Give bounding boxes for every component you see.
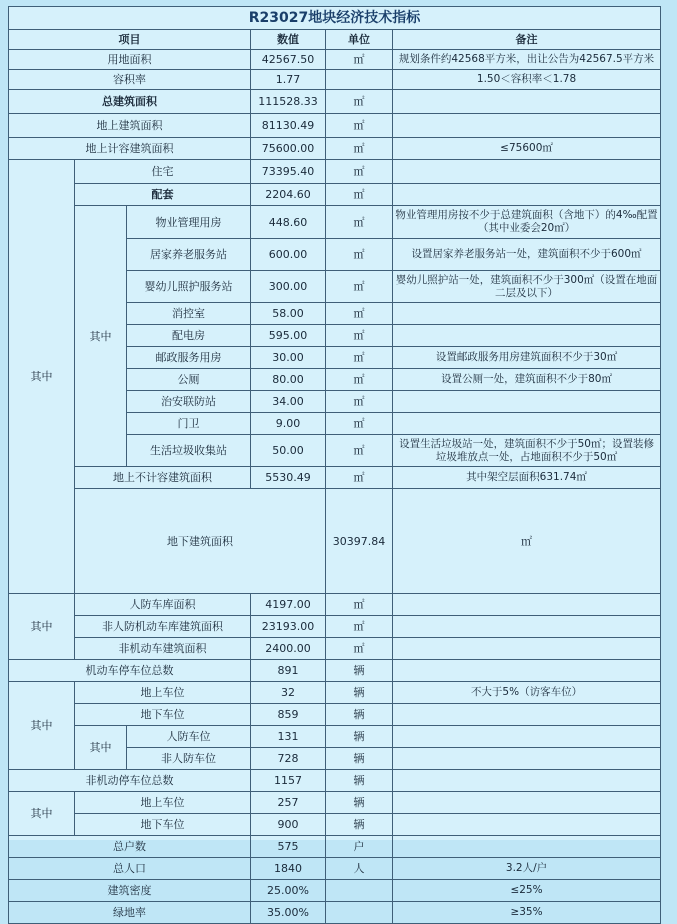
row-note bbox=[393, 160, 661, 184]
row-name: 绿地率 bbox=[9, 902, 251, 924]
row-unit: ㎡ bbox=[326, 160, 393, 184]
row-value: 30397.84 bbox=[326, 489, 393, 594]
row-unit: 辆 bbox=[326, 770, 393, 792]
row-note bbox=[393, 184, 661, 206]
row-unit: 辆 bbox=[326, 814, 393, 836]
table-row bbox=[9, 50, 661, 70]
table-row bbox=[9, 770, 661, 792]
row-value: 23193.00 bbox=[251, 616, 326, 638]
row-value: 35.00% bbox=[251, 902, 326, 924]
row-name: 非人防车位 bbox=[127, 748, 251, 770]
row-note: 设置生活垃圾站一处，建筑面积不少于50㎡；设置装修垃圾堆放点一处，占地面积不少于50㎡ bbox=[393, 435, 661, 467]
row-name: 总建筑面积 bbox=[9, 90, 251, 114]
row-note bbox=[393, 114, 661, 138]
subgroup-label: 其中 bbox=[75, 726, 127, 770]
row-note: 1.50＜容积率＜1.78 bbox=[393, 70, 661, 90]
table-row bbox=[9, 638, 661, 660]
row-note bbox=[393, 726, 661, 748]
table-row bbox=[9, 184, 661, 206]
row-value: 595.00 bbox=[251, 325, 326, 347]
table-row bbox=[9, 90, 661, 114]
header-unit: 单位 bbox=[326, 30, 393, 50]
row-note: 3.2人/户 bbox=[393, 858, 661, 880]
group-label: 其中 bbox=[9, 594, 75, 660]
row-name: 邮政服务用房 bbox=[127, 347, 251, 369]
row-value: 80.00 bbox=[251, 369, 326, 391]
indicator-sheet bbox=[8, 6, 660, 919]
header-value: 数值 bbox=[251, 30, 326, 50]
row-value: 1840 bbox=[251, 858, 326, 880]
row-value: 257 bbox=[251, 792, 326, 814]
table-row bbox=[9, 902, 661, 924]
row-unit: ㎡ bbox=[326, 50, 393, 70]
header-note: 备注 bbox=[393, 30, 661, 50]
row-note: 规划条件约42568平方米，出让公告为42567.5平方米 bbox=[393, 50, 661, 70]
row-note: 物业管理用房按不少于总建筑面积（含地下）的4‰配置（其中业委会20㎡） bbox=[393, 206, 661, 239]
row-note bbox=[393, 660, 661, 682]
group-label: 其中 bbox=[9, 160, 75, 594]
table-row bbox=[9, 682, 661, 704]
row-value: 448.60 bbox=[251, 206, 326, 239]
row-name: 地上车位 bbox=[75, 792, 251, 814]
row-name: 地上建筑面积 bbox=[9, 114, 251, 138]
table-row bbox=[9, 880, 661, 902]
group-label: 其中 bbox=[9, 682, 75, 770]
row-unit: ㎡ bbox=[326, 435, 393, 467]
row-unit: 辆 bbox=[326, 682, 393, 704]
table-row bbox=[9, 206, 661, 239]
row-unit: 户 bbox=[326, 836, 393, 858]
row-value: 4197.00 bbox=[251, 594, 326, 616]
row-note bbox=[393, 413, 661, 435]
row-name: 公厕 bbox=[127, 369, 251, 391]
row-note: ≤25% bbox=[393, 880, 661, 902]
row-name: 生活垃圾收集站 bbox=[127, 435, 251, 467]
row-name: 建筑密度 bbox=[9, 880, 251, 902]
row-value: 81130.49 bbox=[251, 114, 326, 138]
table-row bbox=[9, 70, 661, 90]
row-unit: ㎡ bbox=[326, 413, 393, 435]
row-unit: ㎡ bbox=[326, 239, 393, 271]
row-unit: 辆 bbox=[326, 726, 393, 748]
table-row bbox=[9, 594, 661, 616]
row-name: 容积率 bbox=[9, 70, 251, 90]
row-note bbox=[393, 836, 661, 858]
row-name: 居家养老服务站 bbox=[127, 239, 251, 271]
row-value: 859 bbox=[251, 704, 326, 726]
row-name: 门卫 bbox=[127, 413, 251, 435]
row-unit: ㎡ bbox=[326, 369, 393, 391]
row-unit: 辆 bbox=[326, 704, 393, 726]
row-note bbox=[393, 704, 661, 726]
table-row bbox=[9, 836, 661, 858]
row-name: 地上不计容建筑面积 bbox=[75, 467, 251, 489]
indicator-table bbox=[8, 6, 661, 924]
table-row bbox=[9, 114, 661, 138]
row-value: 75600.00 bbox=[251, 138, 326, 160]
row-unit: ㎡ bbox=[326, 90, 393, 114]
row-name: 人防车位 bbox=[127, 726, 251, 748]
row-note bbox=[393, 90, 661, 114]
table-row bbox=[9, 660, 661, 682]
row-value: 30.00 bbox=[251, 347, 326, 369]
row-unit: ㎡ bbox=[326, 271, 393, 303]
row-value: 728 bbox=[251, 748, 326, 770]
row-name: 地上计容建筑面积 bbox=[9, 138, 251, 160]
row-value: 600.00 bbox=[251, 239, 326, 271]
row-value: 111528.33 bbox=[251, 90, 326, 114]
row-unit: ㎡ bbox=[326, 594, 393, 616]
row-value: 131 bbox=[251, 726, 326, 748]
row-unit bbox=[326, 880, 393, 902]
row-value: 73395.40 bbox=[251, 160, 326, 184]
row-name: 地上车位 bbox=[75, 682, 251, 704]
row-name: 地下车位 bbox=[75, 814, 251, 836]
row-name: 总人口 bbox=[9, 858, 251, 880]
subgroup-label: 其中 bbox=[75, 206, 127, 467]
table-row bbox=[9, 726, 661, 748]
row-unit: 辆 bbox=[326, 792, 393, 814]
table-row bbox=[9, 467, 661, 489]
row-name: 总户数 bbox=[9, 836, 251, 858]
row-name: 用地面积 bbox=[9, 50, 251, 70]
row-note bbox=[393, 814, 661, 836]
row-note bbox=[393, 325, 661, 347]
row-name: 治安联防站 bbox=[127, 391, 251, 413]
row-unit: ㎡ bbox=[393, 489, 661, 594]
row-note: ≤75600㎡ bbox=[393, 138, 661, 160]
title-row bbox=[9, 7, 661, 30]
row-unit: ㎡ bbox=[326, 391, 393, 413]
row-name: 人防车库面积 bbox=[75, 594, 251, 616]
row-name: 非人防机动车库建筑面积 bbox=[75, 616, 251, 638]
header-item: 项目 bbox=[9, 30, 251, 50]
row-value: 32 bbox=[251, 682, 326, 704]
table-row bbox=[9, 160, 661, 184]
row-unit: ㎡ bbox=[326, 138, 393, 160]
table-row bbox=[9, 616, 661, 638]
row-value: 9.00 bbox=[251, 413, 326, 435]
row-name: 地下建筑面积 bbox=[75, 489, 326, 594]
row-value: 50.00 bbox=[251, 435, 326, 467]
table-row bbox=[9, 858, 661, 880]
row-value: 1.77 bbox=[251, 70, 326, 90]
row-note bbox=[393, 792, 661, 814]
row-name: 非机动车建筑面积 bbox=[75, 638, 251, 660]
row-name: 配套 bbox=[75, 184, 251, 206]
row-note bbox=[393, 770, 661, 792]
row-value: 34.00 bbox=[251, 391, 326, 413]
table-row bbox=[9, 138, 661, 160]
row-value: 891 bbox=[251, 660, 326, 682]
row-name: 机动车停车位总数 bbox=[9, 660, 251, 682]
row-value: 25.00% bbox=[251, 880, 326, 902]
row-value: 300.00 bbox=[251, 271, 326, 303]
row-note bbox=[393, 748, 661, 770]
row-unit: ㎡ bbox=[326, 347, 393, 369]
row-unit: ㎡ bbox=[326, 638, 393, 660]
row-unit: 辆 bbox=[326, 660, 393, 682]
row-note bbox=[393, 303, 661, 325]
row-name: 配电房 bbox=[127, 325, 251, 347]
row-note: 其中架空层面积631.74㎡ bbox=[393, 467, 661, 489]
row-note: 设置邮政服务用房建筑面积不少于30㎡ bbox=[393, 347, 661, 369]
row-unit: ㎡ bbox=[326, 467, 393, 489]
row-value: 42567.50 bbox=[251, 50, 326, 70]
row-unit: ㎡ bbox=[326, 616, 393, 638]
row-name: 消控室 bbox=[127, 303, 251, 325]
row-name: 住宅 bbox=[75, 160, 251, 184]
row-note bbox=[393, 594, 661, 616]
row-value: 58.00 bbox=[251, 303, 326, 325]
row-note bbox=[393, 616, 661, 638]
row-unit: ㎡ bbox=[326, 184, 393, 206]
table-title: R23027地块经济技术指标 bbox=[9, 7, 661, 30]
row-note: 不大于5%（访客车位） bbox=[393, 682, 661, 704]
row-value: 2400.00 bbox=[251, 638, 326, 660]
group-label: 其中 bbox=[9, 792, 75, 836]
table-row bbox=[9, 704, 661, 726]
row-unit: ㎡ bbox=[326, 206, 393, 239]
row-note bbox=[393, 391, 661, 413]
row-value: 1157 bbox=[251, 770, 326, 792]
row-unit bbox=[326, 70, 393, 90]
row-name: 婴幼儿照护服务站 bbox=[127, 271, 251, 303]
table-row bbox=[9, 792, 661, 814]
row-note: 婴幼儿照护站一处，建筑面积不少于300㎡（设置在地面二层及以下） bbox=[393, 271, 661, 303]
row-unit: ㎡ bbox=[326, 114, 393, 138]
row-value: 900 bbox=[251, 814, 326, 836]
row-value: 575 bbox=[251, 836, 326, 858]
row-note: 设置居家养老服务站一处，建筑面积不少于600㎡ bbox=[393, 239, 661, 271]
row-unit bbox=[326, 902, 393, 924]
row-note: ≥35% bbox=[393, 902, 661, 924]
row-name: 物业管理用房 bbox=[127, 206, 251, 239]
row-unit: ㎡ bbox=[326, 325, 393, 347]
row-unit: 人 bbox=[326, 858, 393, 880]
row-name: 非机动停车位总数 bbox=[9, 770, 251, 792]
row-note: 设置公厕一处，建筑面积不少于80㎡ bbox=[393, 369, 661, 391]
row-note bbox=[393, 638, 661, 660]
row-unit: ㎡ bbox=[326, 303, 393, 325]
header-row bbox=[9, 30, 661, 50]
table-row bbox=[9, 814, 661, 836]
row-unit: 辆 bbox=[326, 748, 393, 770]
row-value: 2204.60 bbox=[251, 184, 326, 206]
table-row bbox=[9, 489, 661, 594]
row-name: 地下车位 bbox=[75, 704, 251, 726]
row-value: 5530.49 bbox=[251, 467, 326, 489]
